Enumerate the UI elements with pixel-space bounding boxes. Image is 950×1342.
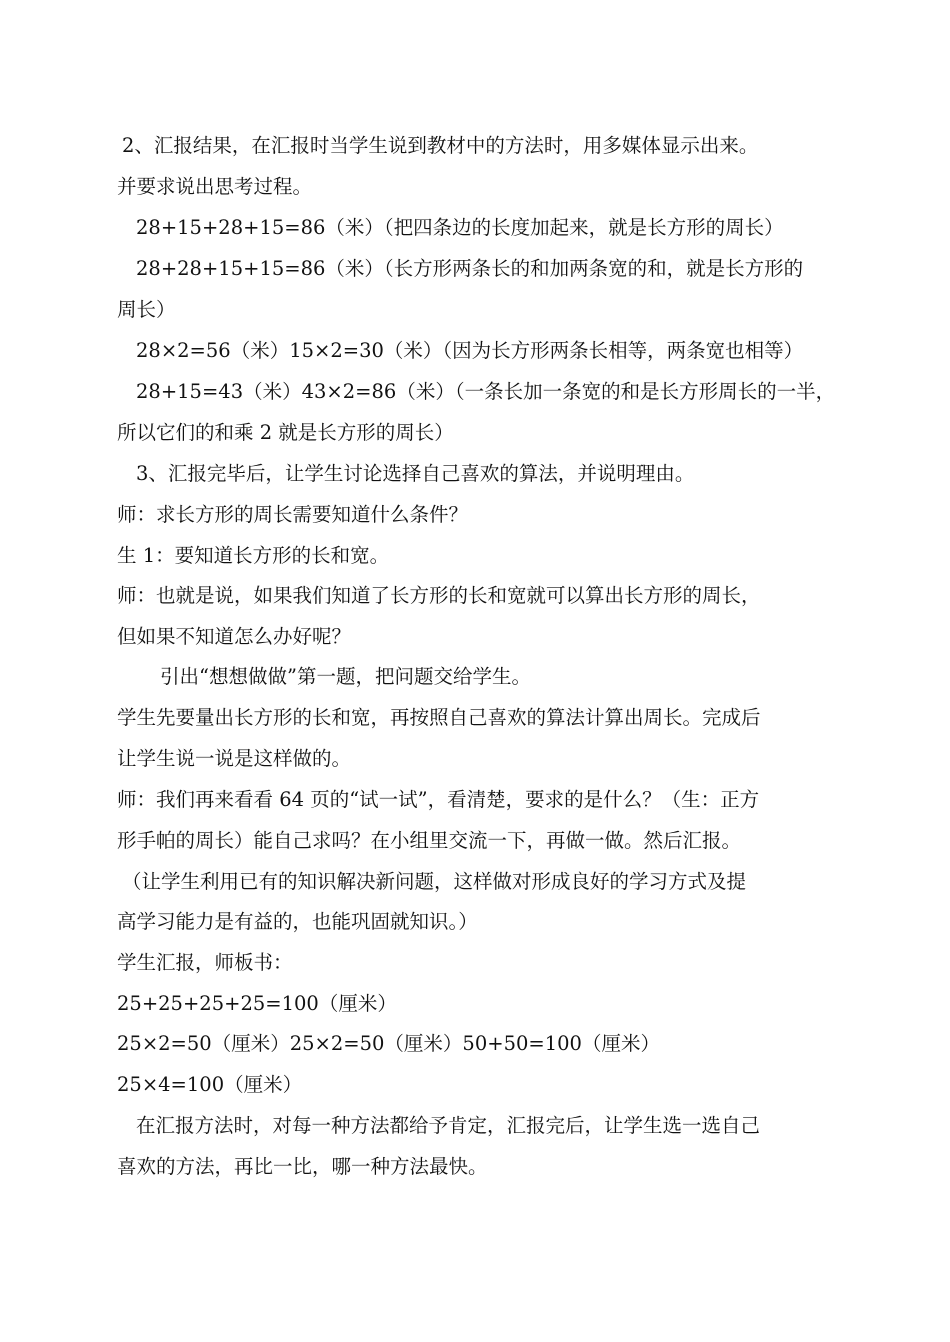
text-line: 周长）: [117, 298, 176, 321]
text-line: 28+15=43（米）43×2=86（米）（一条长加一条宽的和是长方形周长的一半，: [136, 380, 836, 403]
text-line: 师：求长方形的周长需要知道什么条件？: [117, 503, 469, 526]
text-line: 学生汇报，师板书：: [117, 951, 293, 974]
text-line: 25×2=50（厘米）25×2=50（厘米）50+50=100（厘米）: [117, 1032, 660, 1055]
text-line: 在汇报方法时，对每一种方法都给予肯定，汇报完后，让学生选一选自己: [136, 1114, 761, 1137]
text-line: 让学生说一说是这样做的。: [117, 747, 352, 770]
text-line: 但如果不知道怎么办好呢？: [117, 625, 352, 648]
text-line: 25×4=100（厘米）: [117, 1073, 303, 1096]
text-line: 2、汇报结果，在汇报时当学生说到教材中的方法时，用多媒体显示出来。: [122, 134, 759, 157]
text-line: 师：也就是说，如果我们知道了长方形的长和宽就可以算出长方形的周长，: [117, 584, 761, 607]
text-line: 28+15+28+15=86（米）（把四条边的长度加起来，就是长方形的周长）: [136, 216, 784, 239]
text-line: 喜欢的方法，再比一比，哪一种方法最快。: [117, 1155, 488, 1178]
text-line: 25+25+25+25=100（厘米）: [117, 992, 397, 1015]
text-line: 高学习能力是有益的，也能巩固就知识。）: [117, 910, 478, 933]
text-line: 28×2=56（米）15×2=30（米）（因为长方形两条长相等，两条宽也相等）: [136, 339, 804, 362]
text-line: 引出“想想做做”第一题，把问题交给学生。: [160, 665, 531, 688]
text-line: 3、汇报完毕后，让学生讨论选择自己喜欢的算法，并说明理由。: [136, 462, 695, 485]
text-line: （让学生利用已有的知识解决新问题，这样做对形成良好的学习方式及提: [122, 870, 747, 893]
text-line: 28+28+15+15=86（米）（长方形两条长的和加两条宽的和，就是长方形的: [136, 257, 804, 280]
text-line: 生 1：要知道长方形的长和宽。: [117, 544, 390, 567]
text-line: 所以它们的和乘 2 就是长方形的周长）: [117, 421, 454, 444]
text-line: 师：我们再来看看 64 页的“试一试”，看清楚，要求的是什么？（生：正方: [117, 788, 760, 811]
text-line: 学生先要量出长方形的长和宽，再按照自己喜欢的算法计算出周长。完成后: [117, 706, 761, 729]
text-line: 并要求说出思考过程。: [117, 175, 313, 198]
text-line: 形手帕的周长）能自己求吗？在小组里交流一下，再做一做。然后汇报。: [117, 829, 742, 852]
